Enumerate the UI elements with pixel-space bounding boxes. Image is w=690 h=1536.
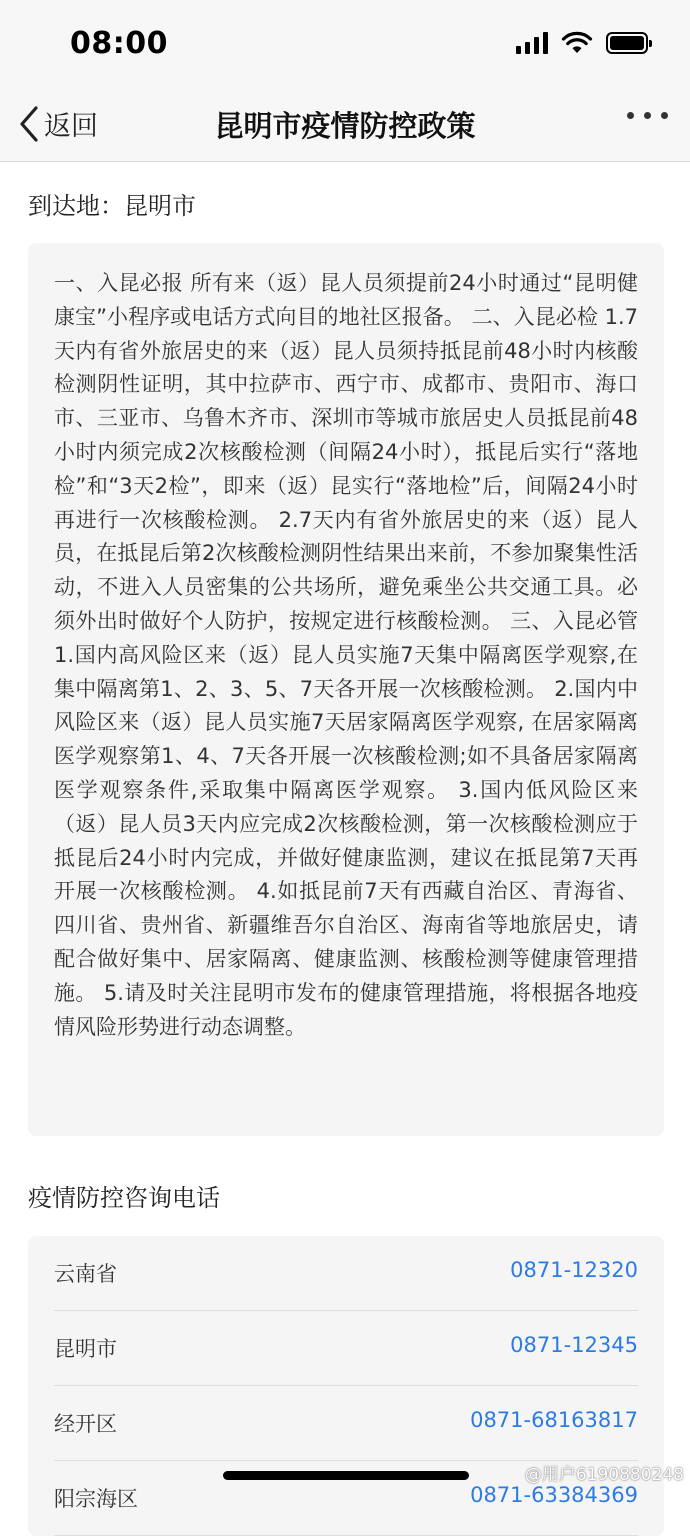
- hotline-section-title: 疫情防控咨询电话: [28, 1184, 220, 1212]
- hotline-region: 昆明市: [54, 1337, 117, 1361]
- battery-icon: [606, 32, 648, 54]
- status-bar: [0, 0, 690, 88]
- policy-card: [28, 243, 664, 1136]
- wifi-icon: [562, 32, 592, 54]
- hotline-phone-link[interactable]: 0871-63384369: [470, 1483, 638, 1507]
- destination-label: 到达地：昆明市: [28, 192, 196, 220]
- page-title: 昆明市疫情防控政策: [214, 109, 476, 143]
- cellular-signal-icon: [516, 32, 548, 54]
- hotline-row-jingkai: [54, 1386, 638, 1461]
- hotline-phone-link[interactable]: 0871-68163817: [470, 1408, 638, 1432]
- hotline-phone-link[interactable]: 0871-12320: [510, 1258, 638, 1282]
- status-time: 08:00: [70, 26, 168, 61]
- status-icons: [516, 32, 648, 54]
- back-label: 返回: [44, 111, 98, 142]
- hotline-region: 阳宗海区: [54, 1487, 138, 1511]
- hotline-region: 云南省: [54, 1262, 117, 1286]
- policy-text: 一、入昆必报 所有来（返）昆人员须提前24小时通过“昆明健康宝”小程序或电话方式向目的地社区报备。 二、入昆必检 1.7天内有省外旅居史的来（返）昆人员须持抵昆前48小时内核酸检测阴性证明，其中拉萨市、西宁市、成都市、贵阳市、海口市、三亚市、乌鲁木齐市、深圳市等城市旅居史人员抵昆前48小时内须完成2次核酸检测（间隔24小时），抵昆后实行“落地检”和“3天2检”，即来（返）昆实行“落地检”后，间隔24小时再进行一次核酸检测。 2.7天内有省外旅居史的来（返）昆人员，在抵昆后第2次核酸检测阴性结果出来前，不参加聚集性活动，不进入人员密集的公共场所，避免乘坐公共交通工具。必须外出时做好个人防护，按规定进行核酸检测。 三、入昆必管 1.国内高风险区来（返）昆人员实施7天集中隔离医学观察,在集中隔离第1、2、3、5、7天各开展一次核酸检测。 2.国内中风险区来（返）昆人员实施7天居家隔离医学观察, 在居家隔离医学观察第1、4、7天各开展一次核酸检测;如不具备居家隔离医学观察条件,采取集中隔离医学观察。 3.国内低风险区来（返）昆人员3天内应完成2次核酸检测，第一次核酸检测应于抵昆后24小时内完成，并做好健康监测，建议在抵昆第7天再开展一次核酸检测。 4.如抵昆前7天有西藏自治区、青海省、四川省、贵州省、新疆维吾尔自治区、海南省等地旅居史，请配合做好集中、居家隔离、健康监测、核酸检测等健康管理措施。 5.请及时关注昆明市发布的健康管理措施，将根据各地疫情风险形势进行动态调整。: [54, 271, 638, 1039]
- hotline-phone-link[interactable]: 0871-12345: [510, 1333, 638, 1357]
- hotline-list: [28, 1236, 664, 1536]
- hotline-row-yunnan: [54, 1236, 638, 1311]
- watermark: @用户6190880248: [524, 1465, 684, 1485]
- nav-bar: [0, 88, 690, 162]
- hotline-row-kunming: [54, 1311, 638, 1386]
- hotline-region: 经开区: [54, 1412, 117, 1436]
- home-indicator: [223, 1471, 469, 1480]
- more-options-icon[interactable]: [627, 112, 668, 119]
